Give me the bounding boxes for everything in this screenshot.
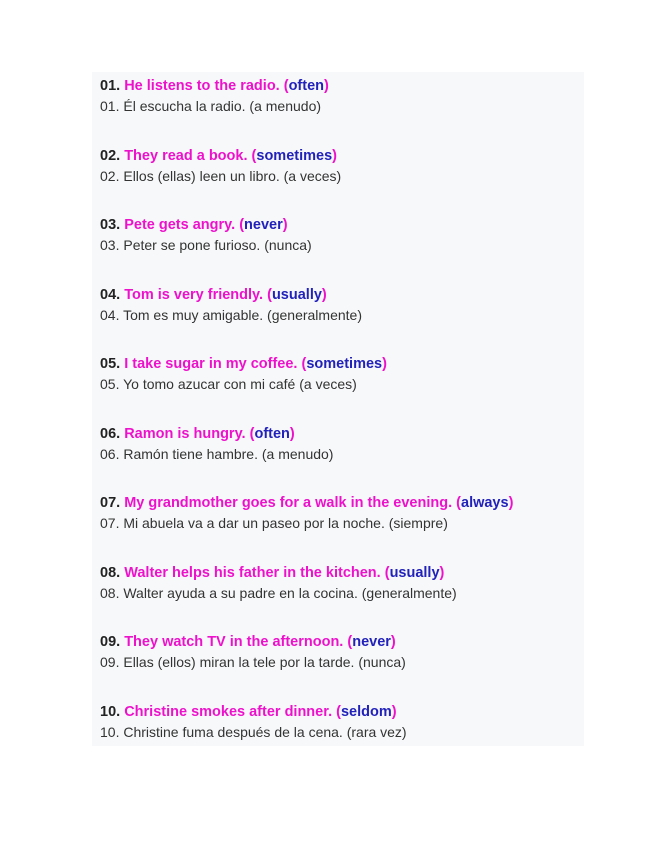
item-number: 04. (100, 286, 121, 303)
english-sentence: 05. I take sugar in my coffee. (sometimes) (100, 356, 387, 372)
english-sentence: 10. Christine smokes after dinner. (seldom) (100, 703, 397, 720)
spanish-translation: 09. Ellas (ellos) miran la tele por la tarde. (nunca) (100, 654, 406, 670)
exercise-item (100, 563, 580, 633)
sentence-text: They watch TV in the afternoon. (124, 634, 344, 650)
spanish-translation: 01. Él escucha la radio. (a menudo) (100, 98, 322, 114)
sentence-text: My grandmother goes for a walk in the evening. (124, 495, 453, 511)
sentence-text: Ramon is hungry. (124, 425, 246, 442)
sentence-text: They read a book. (124, 147, 248, 164)
item-number: 10. (100, 703, 121, 720)
spanish-translation: 06. Ramón tiene hambre. (a menudo) (100, 445, 334, 462)
frequency-adverb: sometimes (256, 147, 333, 164)
exercise-item (100, 215, 580, 285)
exercise-item (100, 493, 580, 563)
frequency-adverb: usually (389, 564, 440, 581)
sentence-text: I take sugar in my coffee. (124, 356, 298, 372)
english-sentence: 03. Pete gets angry. (never) (100, 217, 288, 233)
exercise-item (100, 146, 580, 216)
item-number: 07. (100, 495, 121, 511)
frequency-adverb: seldom (340, 703, 392, 720)
spanish-translation: 07. Mi abuela va a dar un paseo por la noche. (siempre) (100, 515, 448, 531)
exercise-list (100, 76, 580, 771)
item-number: 08. (100, 564, 121, 581)
item-number: 01. (100, 78, 121, 94)
english-sentence: 02. They read a book. (sometimes) (100, 147, 337, 164)
exercise-item (100, 702, 580, 772)
spanish-translation: 10. Christine fuma después de la cena. (rara vez) (100, 723, 407, 740)
spanish-translation: 02. Ellos (ellas) leen un libro. (a veces) (100, 167, 342, 184)
spanish-translation: 08. Walter ayuda a su padre en la cocina. (generalmente) (100, 584, 457, 601)
frequency-adverb: never (352, 634, 391, 650)
frequency-adverb: often (254, 425, 290, 442)
item-number: 02. (100, 147, 121, 164)
sentence-text: Pete gets angry. (124, 217, 236, 233)
sentence-text: Christine smokes after dinner. (124, 703, 333, 720)
sentence-text: Walter helps his father in the kitchen. (124, 564, 381, 581)
spanish-translation: 04. Tom es muy amigable. (generalmente) (100, 306, 362, 323)
item-number: 03. (100, 217, 121, 233)
frequency-adverb: always (461, 495, 509, 511)
item-number: 09. (100, 634, 121, 650)
english-sentence: 01. He listens to the radio. (often) (100, 78, 329, 94)
item-number: 06. (100, 425, 121, 442)
frequency-adverb: often (288, 78, 325, 94)
frequency-adverb: sometimes (306, 356, 383, 372)
frequency-adverb: never (244, 217, 283, 233)
item-number: 05. (100, 356, 121, 372)
english-sentence: 09. They watch TV in the afternoon. (never) (100, 634, 396, 650)
english-sentence: 07. My grandmother goes for a walk in the evening. (always) (100, 495, 514, 511)
exercise-item (100, 424, 580, 494)
spanish-translation: 05. Yo tomo azucar con mi café (a veces) (100, 376, 357, 392)
sentence-text: Tom is very friendly. (124, 286, 264, 303)
spanish-translation: 03. Peter se pone furioso. (nunca) (100, 237, 312, 253)
english-sentence: 04. Tom is very friendly. (usually) (100, 286, 327, 303)
exercise-item (100, 354, 580, 424)
exercise-item (100, 76, 580, 146)
exercise-item (100, 632, 580, 702)
exercise-item (100, 285, 580, 355)
sentence-text: He listens to the radio. (124, 78, 280, 94)
english-sentence: 06. Ramon is hungry. (often) (100, 425, 295, 442)
frequency-adverb: usually (271, 286, 322, 303)
english-sentence: 08. Walter helps his father in the kitchen. (usually) (100, 564, 445, 581)
